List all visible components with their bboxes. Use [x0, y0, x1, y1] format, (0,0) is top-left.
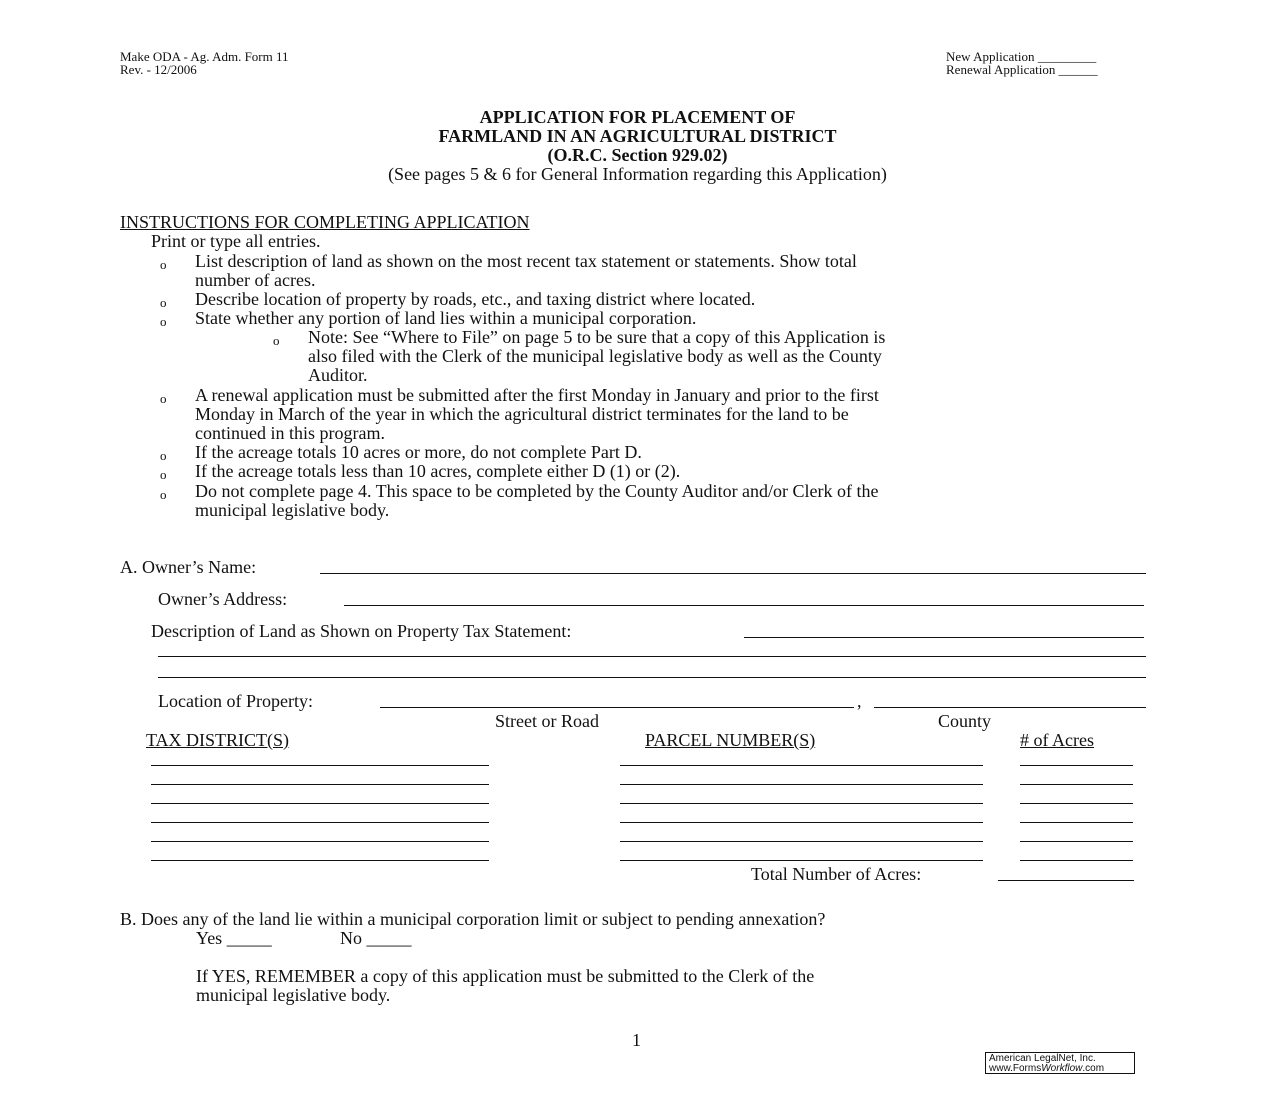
total-acres-label: Total Number of Acres:	[751, 864, 922, 884]
instructions-heading: INSTRUCTIONS FOR COMPLETING APPLICATION	[120, 212, 530, 232]
instruction-item-2: Describe location of property by roads, etc., and taxing district where located.	[195, 289, 756, 309]
instruction-item-5-cont: continued in this program.	[195, 423, 385, 443]
title-line-2: FARMLAND IN AN AGRICULTURAL DISTRICT	[438, 126, 837, 146]
parcel-number-header: PARCEL NUMBER(S)	[645, 730, 816, 750]
bullet-icon: o	[160, 467, 167, 482]
total-acres-field[interactable]	[998, 880, 1134, 881]
instruction-item-8: Do not complete page 4. This space to be completed by the County Auditor and/or Clerk of the	[195, 481, 879, 501]
logo-line-1: American LegalNet, Inc.	[989, 1053, 1096, 1064]
instruction-item-8-cont: municipal legislative body.	[195, 500, 390, 520]
annexation-no-field[interactable]: No _____	[340, 928, 412, 948]
new-application-field[interactable]: New Application _________	[946, 49, 1097, 64]
title-line-1: APPLICATION FOR PLACEMENT OF	[479, 107, 796, 127]
bullet-icon: o	[160, 314, 167, 329]
owner-address-field[interactable]	[344, 605, 1144, 606]
tax-district-header: TAX DISTRICT(S)	[146, 730, 290, 750]
street-road-caption: Street or Road	[495, 711, 599, 731]
acres-field[interactable]	[1020, 822, 1133, 823]
owner-address-label: Owner’s Address:	[158, 589, 288, 609]
instruction-item-7: If the acreage totals less than 10 acres, complete either D (1) or (2).	[195, 461, 681, 481]
land-description-field-3[interactable]	[158, 677, 1146, 678]
tax-district-field[interactable]	[151, 803, 489, 804]
instruction-item-6: If the acreage totals 10 acres or more, do not complete Part D.	[195, 442, 642, 462]
title-line-3: (O.R.C. Section 929.02)	[547, 145, 728, 165]
parcel-number-field[interactable]	[620, 860, 983, 861]
instruction-item-1-cont: number of acres.	[195, 270, 316, 290]
instruction-item-5-cont: Monday in March of the year in which the agricultural district terminates for the land to be	[195, 404, 849, 424]
owner-name-label: A. Owner’s Name:	[120, 557, 257, 577]
street-road-field[interactable]	[380, 707, 854, 708]
parcel-number-field[interactable]	[620, 765, 983, 766]
page-number: 1	[632, 1030, 641, 1050]
parcel-number-field[interactable]	[620, 803, 983, 804]
tax-district-field[interactable]	[151, 765, 489, 766]
bullet-icon: o	[160, 257, 167, 272]
owner-name-field[interactable]	[320, 573, 1146, 574]
tax-district-field[interactable]	[151, 784, 489, 785]
instruction-note-cont: also filed with the Clerk of the municipal legislative body as well as the County	[308, 346, 882, 366]
bullet-icon: o	[160, 295, 167, 310]
county-field[interactable]	[874, 707, 1146, 708]
instructions-intro: Print or type all entries.	[151, 231, 321, 251]
title-line-4: (See pages 5 & 6 for General Information regarding this Application)	[388, 164, 887, 184]
instruction-note: Note: See “Where to File” on page 5 to be sure that a copy of this Application is	[308, 327, 886, 347]
acres-field[interactable]	[1020, 841, 1133, 842]
acres-header: # of Acres	[1020, 730, 1094, 750]
acres-field[interactable]	[1020, 803, 1133, 804]
form-id: Make ODA - Ag. Adm. Form 11	[120, 49, 289, 64]
instruction-item-1: List description of land as shown on the most recent tax statement or statements. Show total	[195, 251, 857, 271]
tax-district-field[interactable]	[151, 822, 489, 823]
location-label: Location of Property:	[158, 691, 313, 711]
bullet-icon: o	[273, 333, 280, 348]
logo-line-2: www.FormsWorkflow.com	[989, 1063, 1105, 1074]
parcel-number-field[interactable]	[620, 822, 983, 823]
annexation-question: B. Does any of the land lie within a municipal corporation limit or subject to pending annexation?	[120, 909, 826, 929]
bullet-icon: o	[160, 448, 167, 463]
revision-date: Rev. - 12/2006	[120, 62, 197, 77]
renewal-application-field[interactable]: Renewal Application ______	[946, 62, 1098, 77]
land-description-label: Description of Land as Shown on Property Tax Statement:	[151, 621, 572, 641]
bullet-icon: o	[160, 487, 167, 502]
instruction-item-3: State whether any portion of land lies within a municipal corporation.	[195, 308, 697, 328]
instruction-note-cont: Auditor.	[308, 365, 368, 385]
annexation-note: If YES, REMEMBER a copy of this application must be submitted to the Clerk of the	[196, 966, 815, 986]
instruction-item-5: A renewal application must be submitted after the first Monday in January and prior to the first	[195, 385, 879, 405]
american-legalnet-logo	[985, 1052, 1135, 1074]
location-comma: ,	[857, 691, 862, 711]
parcel-number-field[interactable]	[620, 784, 983, 785]
parcel-number-field[interactable]	[620, 841, 983, 842]
annexation-yes-field[interactable]: Yes _____	[196, 928, 272, 948]
county-caption: County	[938, 711, 992, 731]
acres-field[interactable]	[1020, 784, 1133, 785]
tax-district-field[interactable]	[151, 860, 489, 861]
annexation-note-cont: municipal legislative body.	[196, 985, 391, 1005]
land-description-field[interactable]	[744, 637, 1144, 638]
bullet-icon: o	[160, 391, 167, 406]
land-description-field-2[interactable]	[158, 656, 1146, 657]
tax-district-field[interactable]	[151, 841, 489, 842]
acres-field[interactable]	[1020, 860, 1133, 861]
acres-field[interactable]	[1020, 765, 1133, 766]
